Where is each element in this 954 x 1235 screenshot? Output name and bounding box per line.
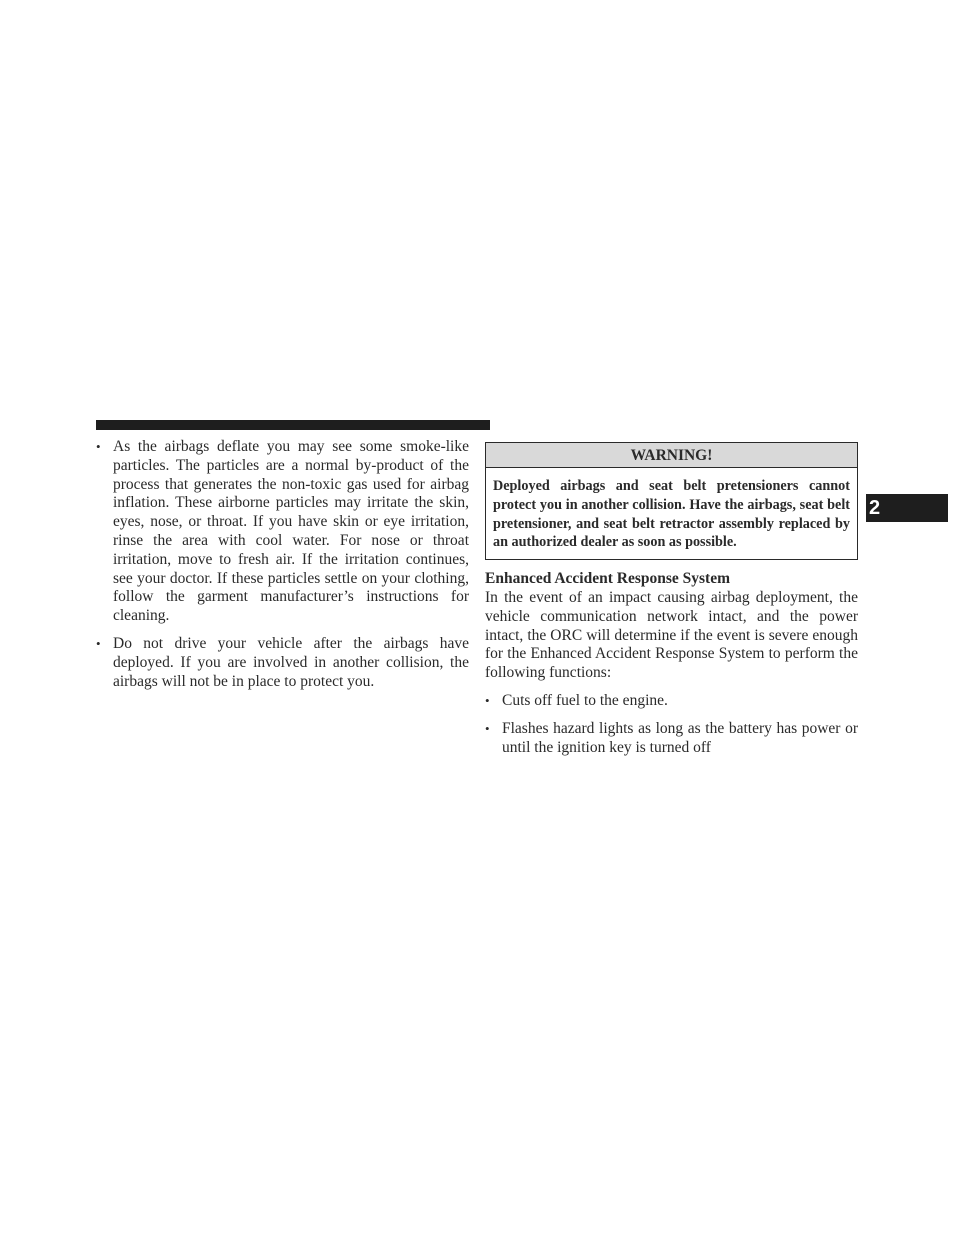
list-item (485, 720, 858, 758)
left-column (96, 438, 469, 700)
bullet-text: Do not drive your vehicle after the airbags have deployed. If you are involved in another collision, the airbags will not be in place to protect you. (113, 634, 469, 690)
list-item (96, 635, 469, 691)
section-top-rule (96, 420, 490, 430)
section-heading: Enhanced Accident Response System (485, 570, 731, 588)
bullet-glyph: • (96, 439, 101, 454)
bullet-glyph: • (485, 692, 490, 708)
bullet-text: Flashes hazard lights as long as the battery has power or until the ignition key is turned off (502, 719, 858, 756)
bullet-text: As the airbags deflate you may see some smoke-like particles. The particles are a normal by-product of the process that generates the non-toxic gas used for airbag inflation. These airborne particles may irritate the skin, eyes, nose, or throat. If you have skin or eye irritation, rinse the area with cool water. For nose or throat irritation, move to fresh air. If the irritation continues, see your doctor. If these particles settle on your clothing, follow the garment manufacturer’s instructions for cleaning. (113, 438, 469, 625)
bullet-text: Cuts off fuel to the engine. (502, 691, 668, 709)
warning-box (485, 442, 858, 560)
bullet-glyph: • (96, 635, 101, 651)
left-bullet-list (96, 438, 469, 691)
bullet-glyph: • (485, 720, 490, 736)
chapter-tab (866, 494, 948, 522)
list-item (96, 438, 469, 626)
list-item (485, 692, 858, 711)
warning-text: Deployed airbags and seat belt pretensioners cannot protect you in another collision. Have the airbags, seat belt pretensioner, and seat belt retractor assembly replaced by an authorized dealer as soon as possible. (493, 478, 850, 551)
chapter-number: 2 (869, 497, 881, 519)
right-column (485, 442, 858, 766)
right-bullet-list (485, 692, 858, 757)
warning-title: WARNING! (486, 443, 857, 468)
section-paragraph: In the event of an impact causing airbag deployment, the vehicle communication network intact, and the power intact, the ORC will determine if the event is severe enough for the Enhanced Accident Response System to perform the following functions: (485, 588, 858, 682)
